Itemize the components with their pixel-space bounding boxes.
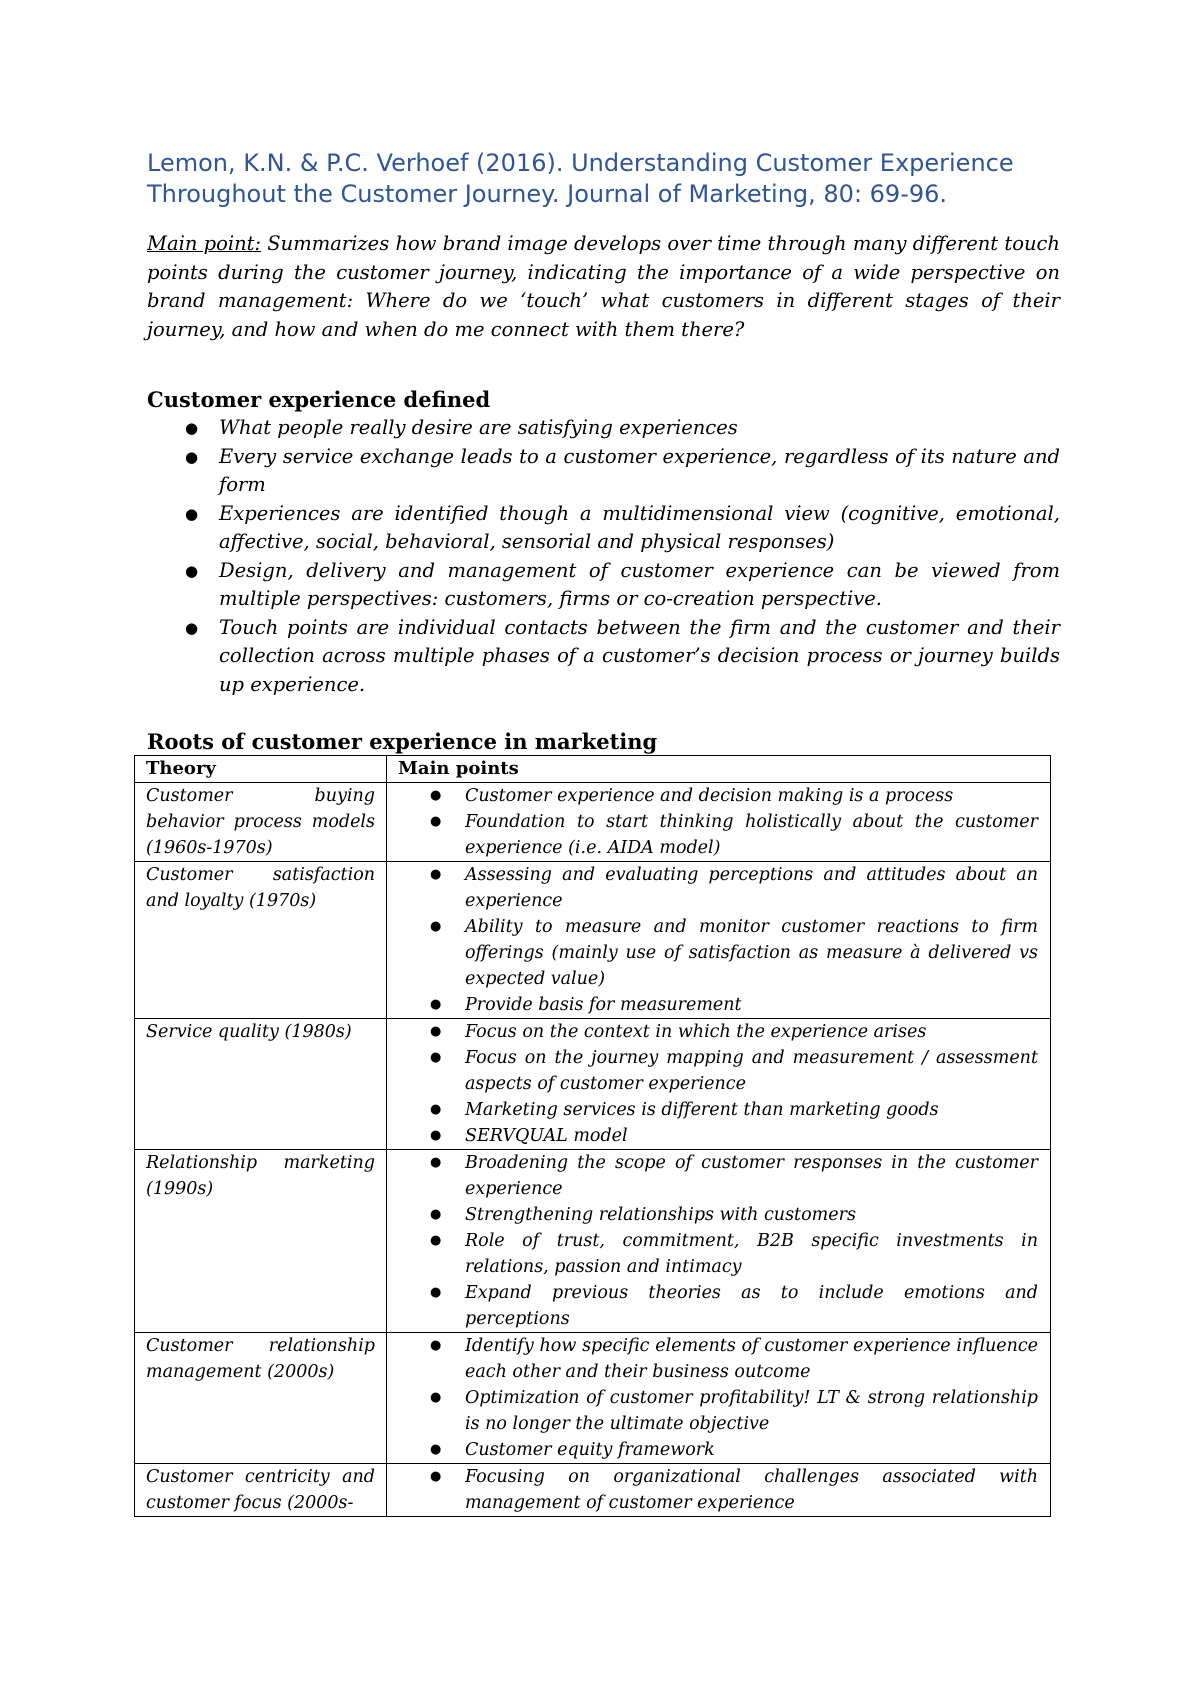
- bullet-icon: ●: [430, 1469, 442, 1484]
- table-row: [135, 1333, 1051, 1464]
- table-header-row: [135, 756, 1051, 783]
- reference-heading: Lemon, K.N. & P.C. Verhoef (2016). Understanding Customer Experience Throughout the Customer Journey. Journal of Marketing, 80: 69-96.: [147, 149, 1014, 208]
- theory-cell: Customer relationship management (2000s): [135, 1333, 387, 1464]
- bullet-icon: ●: [430, 1207, 442, 1222]
- list-item: ● Customer experience and decision making is a process: [387, 783, 1038, 809]
- list-item: ● Experiences are identified though a multidimensional view (cognitive, emotional, affective, social, behavioral, sensorial and physical responses): [185, 501, 1060, 553]
- points-cell: [387, 1464, 1051, 1517]
- table-row: [135, 783, 1051, 862]
- table-row: [135, 1464, 1051, 1517]
- bullet-icon: ●: [185, 618, 199, 637]
- points-column-header: Main points: [387, 756, 1051, 783]
- theory-column-header: Theory: [135, 756, 387, 783]
- theory-cell: Customer buying behavior process models (1960s-1970s): [135, 783, 387, 862]
- bullet-icon: ●: [430, 1233, 442, 1248]
- list-item: ● Touch points are individual contacts between the firm and the customer and their collection across multiple phases of a customer’s decision process or journey builds up experience.: [185, 615, 1060, 696]
- list-item: ● Optimization of customer profitability! LT & strong relationship is no longer the ultimate objective: [387, 1385, 1038, 1437]
- theory-cell: Customer satisfaction and loyalty (1970s): [135, 862, 387, 1019]
- document-page: [147, 148, 1060, 1517]
- list-item: ● Provide basis for measurement: [387, 992, 1038, 1018]
- points-cell: [387, 1019, 1051, 1150]
- bullet-icon: ●: [430, 997, 442, 1012]
- list-item: ● Marketing services is different than marketing goods: [387, 1097, 1038, 1123]
- list-item: ● Focusing on organizational challenges associated with management of customer experience: [387, 1464, 1038, 1516]
- bullet-icon: ●: [430, 788, 442, 803]
- bullet-icon: ●: [185, 447, 199, 466]
- defined-section-title: Customer experience defined: [147, 387, 491, 412]
- theory-cell: Relationship marketing (1990s): [135, 1150, 387, 1333]
- table-row: [135, 862, 1051, 1019]
- bullet-icon: ●: [430, 814, 442, 829]
- bullet-icon: ●: [430, 1442, 442, 1457]
- points-cell: [387, 1333, 1051, 1464]
- list-item: ● Focus on the context in which the experience arises: [387, 1019, 1038, 1045]
- bullet-icon: ●: [430, 1338, 442, 1353]
- table-row: [135, 1019, 1051, 1150]
- theory-cell: Customer centricity and customer focus (2000s-: [135, 1464, 387, 1517]
- list-item: ● Focus on the journey mapping and measurement / assessment aspects of customer experience: [387, 1045, 1038, 1097]
- roots-section-title: Roots of customer experience in marketing: [147, 729, 658, 754]
- bullet-icon: ●: [185, 561, 199, 580]
- roots-table: [134, 755, 1051, 1517]
- list-item: ● Assessing and evaluating perceptions and attitudes about an experience: [387, 862, 1038, 914]
- list-item: ● Customer equity framework: [387, 1437, 1038, 1463]
- list-item: ● What people really desire are satisfying experiences: [147, 414, 1060, 443]
- list-item: ● Expand previous theories as to include emotions and perceptions: [387, 1280, 1038, 1332]
- theory-cell: Service quality (1980s): [135, 1019, 387, 1150]
- list-item: ● Strengthening relationships with customers: [387, 1202, 1038, 1228]
- table-row: [135, 1150, 1051, 1333]
- bullet-icon: ●: [430, 1050, 442, 1065]
- bullet-icon: ●: [430, 867, 442, 882]
- bullet-icon: ●: [185, 419, 199, 437]
- bullet-icon: ●: [185, 504, 199, 523]
- bullet-icon: ●: [430, 1390, 442, 1405]
- main-point-label: Main point:: [147, 232, 262, 255]
- points-cell: [387, 783, 1051, 862]
- list-item: ● Foundation to start thinking holistically about the customer experience (i.e. AIDA model): [387, 809, 1038, 861]
- list-item: ● SERVQUAL model: [387, 1123, 1038, 1149]
- bullet-icon: ●: [430, 1102, 442, 1117]
- bullet-icon: ●: [430, 1155, 442, 1170]
- points-cell: [387, 862, 1051, 1019]
- bullet-icon: ●: [430, 1285, 442, 1300]
- list-item: ● Broadening the scope of customer responses in the customer experience: [387, 1150, 1038, 1202]
- list-item: ● Ability to measure and monitor customer reactions to firm offerings (mainly use of satisfaction as measure à delivered vs expected value): [387, 914, 1038, 992]
- bullet-icon: ●: [430, 1128, 442, 1143]
- points-cell: [387, 1150, 1051, 1333]
- list-item: ● Design, delivery and management of customer experience can be viewed from multiple perspectives: customers, firms or co-creation perspective.: [185, 558, 1060, 610]
- main-point-text: Summarizes how brand image develops over time through many different touch points during the customer journey, indicating the importance of a wide perspective on brand management: Where do we ‘touch’ what customers in different stages of their journey, and how and when do me connect with them there?: [147, 232, 1060, 341]
- defined-list: [147, 414, 1060, 699]
- bullet-icon: ●: [430, 1024, 442, 1039]
- list-item: ● Every service exchange leads to a customer experience, regardless of its nature and form: [185, 444, 1060, 496]
- list-item: ● Identify how specific elements of customer experience influence each other and their business outcome: [387, 1333, 1038, 1385]
- main-point-paragraph: [147, 230, 1060, 344]
- list-item: ● Role of trust, commitment, B2B specific investments in relations, passion and intimacy: [387, 1228, 1038, 1280]
- bullet-icon: ●: [430, 919, 442, 934]
